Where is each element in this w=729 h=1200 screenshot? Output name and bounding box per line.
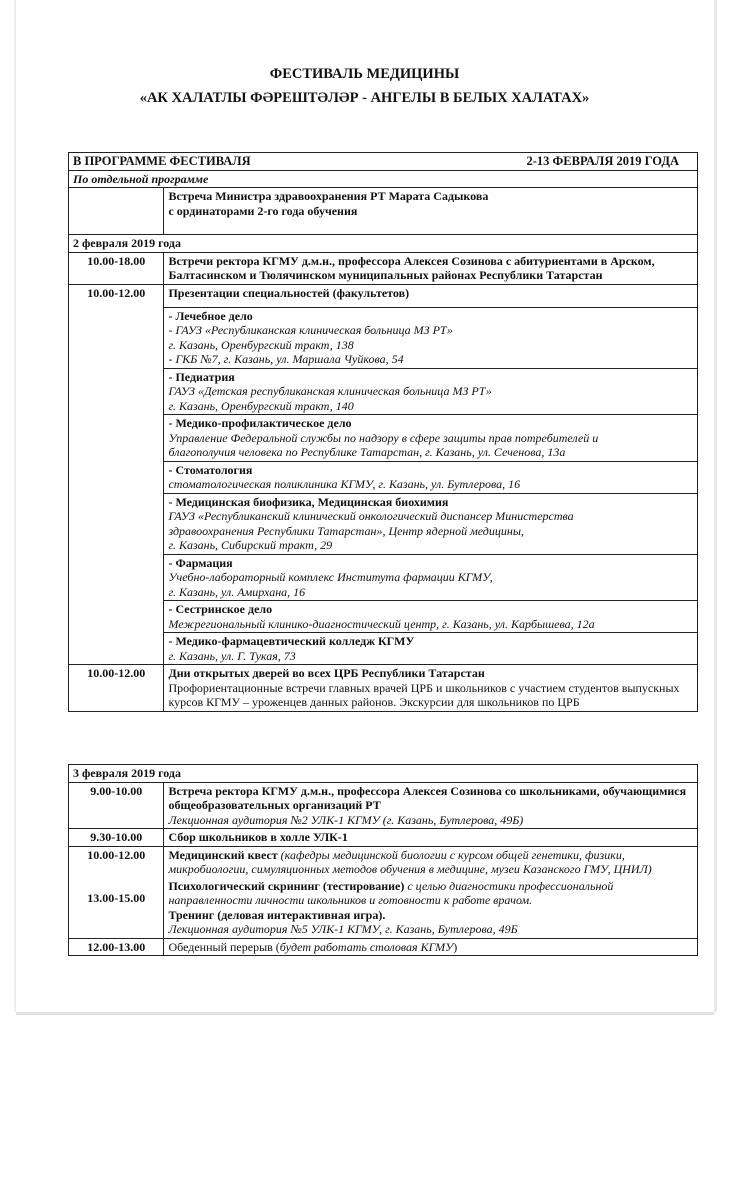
time-cell: 10.00-12.00 (69, 665, 164, 712)
event-text: Профориентационные встречи главных врачей ЦРБ и школьников с участием студентов выпускных курсов КГМУ – уроженцев данных районов. Экскурсии для школьников по ЦРБ (168, 680, 680, 709)
specialty-title: - Педиатрия (168, 369, 235, 384)
event-text: Встречи ректора КГМУ д.м.н., профессора Алексея Созинова с абитуриентами в Арском, Балтасинском и Тюлячинском муниципальных районах Республики Татарстан (164, 252, 698, 284)
specialty-place: стоматологическая поликлиника КГМУ, г. Казань, ул. Бутлерова, 16 (168, 477, 521, 491)
specialty-place: г. Казань, Оренбургский тракт, 138 (168, 337, 354, 352)
event-place: Лекционная аудитория №2 УЛК-1 КГМУ (г. Казань, Бутлерова, 49Б) (168, 812, 524, 827)
event-title: Медицинский квест (168, 847, 278, 862)
event-note: (кафедры медицинской биологии с курсом общей генетики, физики, микробиологии, симуляционных методов обучения в медицине, музеи Казанского ГМУ, ЦНИЛ) (168, 847, 652, 876)
event-text: Презентации специальностей (факультетов) (164, 284, 698, 307)
separate-program-row: По отдельной программе (69, 170, 698, 188)
table-header-right: 2-13 ФЕВРАЛЯ 2019 ГОДА (526, 154, 679, 168)
time-cell: 12.00-13.00 (69, 938, 164, 956)
specialty-title: - Медицинская биофизика, Медицинская биохимия (168, 494, 449, 509)
specialty-title: - Лечебное дело (168, 308, 253, 323)
event-title: Сбор школьников в холле УЛК-1 (164, 829, 698, 847)
table-row (69, 782, 698, 829)
specialty-title: - Медико-профилактическое дело (168, 416, 352, 430)
table-row (69, 284, 698, 307)
table-row (69, 665, 698, 712)
sheet-edge (714, 0, 717, 1012)
table-row (69, 252, 698, 284)
event-title: Встреча ректора КГМУ д.м.н., профессора Алексея Созинова со школьниками, обучающимися общеобразовательных организаций РТ (168, 783, 687, 812)
minister-meeting (164, 188, 698, 235)
program-table-feb3 (68, 764, 698, 956)
doc-title-line1: ФЕСТИВАЛЬ МЕДИЦИНЫ (269, 66, 460, 82)
specialty-place: Учебно-лабораторный комплекс Института фармации КГМУ, (168, 570, 493, 584)
time-cell-empty (69, 188, 164, 235)
quest-entry (168, 848, 693, 877)
time-cell: 13.00-15.00 (87, 891, 146, 905)
event-place: Лекционная аудитория №5 УЛК-1 КГМУ, г. Казань, Бутлерова, 49Б (168, 922, 518, 936)
screening-entry (168, 879, 693, 908)
specialty-place: ГАУЗ «Детская республиканская клиническая больница МЗ РТ» (168, 384, 492, 398)
minister-line-2: с ординаторами 2-го года обучения (168, 203, 358, 218)
specialty-place: - ГАУЗ «Республиканская клиническая больница МЗ РТ» (168, 323, 453, 337)
table-row (69, 829, 698, 847)
date-row-feb2: 2 февраля 2019 года (69, 235, 698, 253)
time-cell-group (69, 846, 164, 938)
specialty-title: - Стоматология (168, 462, 253, 477)
specialty-place: ГАУЗ «Республиканский клинический онкологический диспансер Министерства (168, 509, 574, 523)
table-row (69, 846, 698, 938)
specialty-place: Межрегиональный клинико-диагностический центр, г. Казань, ул. Карбышева, 12а (168, 616, 595, 631)
time-cell: 10.00-12.00 (87, 847, 146, 862)
minister-line-1: Встреча Министра здравоохранения РТ Марата Садыкова (168, 189, 489, 203)
time-cell: 9.00-10.00 (69, 782, 164, 829)
date-row-feb3: 3 февраля 2019 года (69, 765, 698, 783)
event-note: будет работать столовая КГМУ (279, 939, 454, 954)
time-cell: 9.30-10.00 (69, 829, 164, 847)
lunch-entry (164, 938, 698, 956)
event-title: Психологический скрининг (тестирование) (168, 878, 405, 893)
time-cell: 10.00-12.00 (69, 284, 164, 665)
table-header (69, 153, 698, 171)
specialty-place: г. Казань, Оренбургский тракт, 140 (168, 398, 354, 413)
event-text: ) (453, 939, 458, 954)
specialty-place: г. Казань, ул. Г. Тукая, 73 (168, 648, 296, 663)
specialty-place: Управление Федеральной службы по надзору в сфере защиты прав потребителей и (168, 430, 599, 445)
specialty-place: г. Казань, Сибирский тракт, 29 (168, 538, 333, 552)
training-title: Тренинг (деловая интерактивная игра). (168, 907, 386, 922)
specialty-place: г. Казань, ул. Амирхана, 16 (168, 584, 306, 599)
doc-title-line2: «АК ХАЛАТЛЫ ФӘРЕШТӘЛӘР - АНГЕЛЫ В БЕЛЫХ ХАЛАТАХ» (139, 90, 590, 106)
table-header-left: В ПРОГРАММЕ ФЕСТИВАЛЯ (73, 154, 251, 168)
specialty-title: - Фармация (168, 555, 233, 570)
time-cell: 10.00-18.00 (69, 252, 164, 284)
table-row (69, 938, 698, 956)
event-title: Дни открытых дверей во всех ЦРБ Республики Татарстан (168, 666, 485, 680)
event-text: Обеденный перерыв ( (168, 939, 280, 954)
specialty-place: - ГКБ №7, г. Казань, ул. Маршала Чуйкова, 54 (168, 352, 404, 366)
event-note: с целью диагностики профессиональной направленности личности школьников и готовности к работе врачом. (168, 878, 614, 907)
specialty-title: - Медико-фармацевтический колледж КГМУ (168, 634, 415, 648)
program-table-feb2 (68, 152, 698, 712)
specialty-title: - Сестринское дело (168, 602, 273, 616)
specialty-place: здравоохранения Республики Татарстан», Центр ядерной медицины, (168, 523, 524, 538)
specialty-place: благополучия человека по Республике Татарстан, г. Казань, ул. Сеченова, 13а (168, 445, 566, 459)
